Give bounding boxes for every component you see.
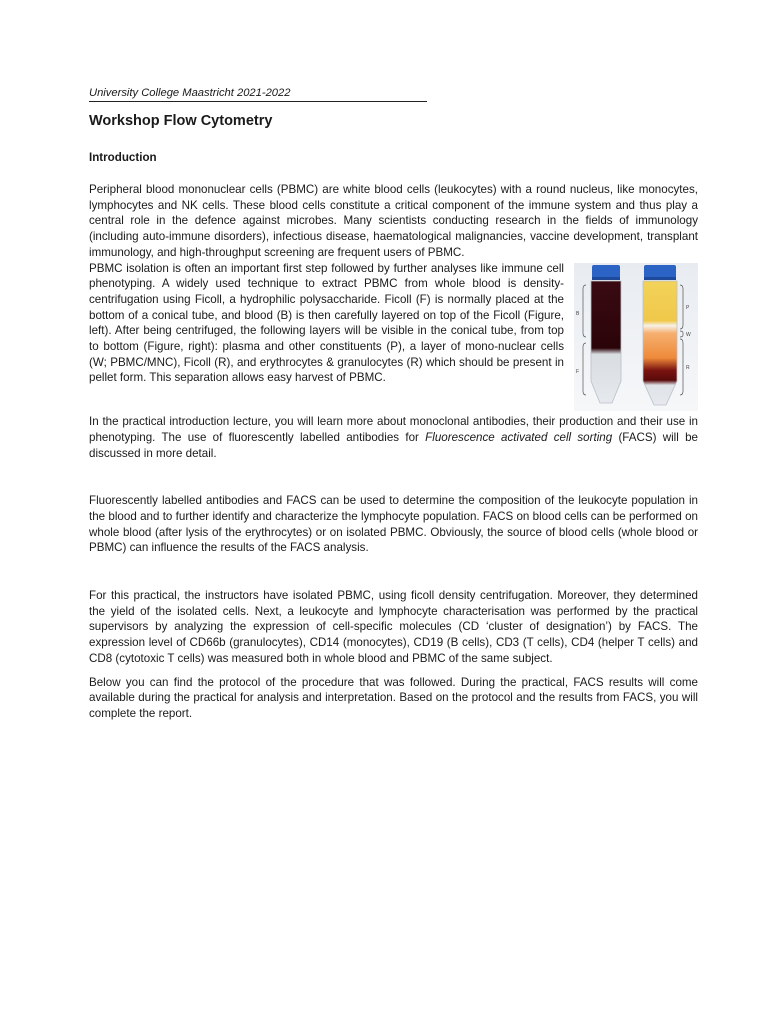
ficoll-tubes-figure <box>574 263 698 411</box>
right-tube-cap <box>644 265 676 279</box>
label-w: W <box>686 331 691 338</box>
paragraph-protocol-intro: Below you can find the protocol of the procedure that was followed. During the practical, FACS results will come available during the practical for analysis and interpretation. Based on the protocol and the results from FACS, you will complete the report. <box>89 675 698 720</box>
right-tube <box>643 281 677 405</box>
paragraph-practical-lecture: In the practical introduction lecture, you will learn more about monoclonal antibodies, their production and their use in phenotyping. The use of fluorescently labelled antibodies for Fluorescence activated cell sorting (FACS) will be discussed in more detail. <box>89 415 698 460</box>
document-page <box>89 86 698 722</box>
document-title: Workshop Flow Cytometry <box>89 113 273 129</box>
facs-term: Fluorescence activated cell sorting <box>425 430 613 444</box>
paragraph-pbmc-definition: Peripheral blood mononuclear cells (PBMC) are white blood cells (leukocytes) with a round nucleus, like monocytes, lymphocytes and NK cells. These blood cells constitute a critical component of the immune system and thus play a central role in the defence against microbes. Many scientists conducting research in the fields of immunology (including auto-immune disorders), infectious disease, haematological malignancies, vaccine development, transplant immunology, and high-throughput screening are frequent users of PBMC. <box>89 183 698 259</box>
section-heading-introduction: Introduction <box>89 151 157 164</box>
paragraph-pbmc-isolation: PBMC isolation is often an important first step followed by further analyses like immune cell phenotyping. A widely used technique to extract PBMC from whole blood is density-centrifugation using Ficoll, a hydrophilic polysaccharide. Ficoll (F) is normally placed at the bottom of a conical tube, and blood (B) is then carefully layered on top of the Ficoll (Figure, left). After being centrifuged, the following layers will be visible in the conical tube, from top to bottom (Figure, right): plasma and other constituents (P), a layer of mono-nuclear cells (W; PBMC/MNC), Ficoll (R), and erythrocytes & granulocytes (R) which should be present in pellet form. This separation allows easy harvest of PBMC. <box>89 261 564 385</box>
isolation-block <box>89 261 698 387</box>
left-tube <box>591 281 621 403</box>
left-tube-cap <box>592 265 620 279</box>
label-r: R <box>686 364 690 371</box>
label-b: B <box>576 310 580 317</box>
document-header: University College Maastricht 2021-2022 <box>89 86 427 102</box>
label-p: P <box>686 304 690 311</box>
label-f: F <box>576 368 580 375</box>
paragraph-practical-setup: For this practical, the instructors have isolated PBMC, using ficoll density centrifugation. Moreover, they determined the yield of the isolated cells. Next, a leukocyte and lymphocyte characterisation was performed by the practical supervisors by analyzing the expression of cell-specific molecules (CD ‘cluster of designation’) by FACS. The expression level of CD66b (granulocytes), CD14 (monocytes), CD19 (B cells), CD3 (T cells), CD4 (helper T cells) and CD8 (cytotoxic T cells) was measured both in whole blood and PBMC of the same subject. <box>89 589 698 665</box>
paragraph-facs-usage: Fluorescently labelled antibodies and FACS can be used to determine the composition of the leukocyte population in the blood and to further identify and characterize the lymphocyte population. FACS on blood cells can be performed on whole blood (after lysis of the erythrocytes) or on isolated PBMC. Obviously, the source of blood cells (whole blood or PBMC) can influence the results of the FACS analysis. <box>89 494 698 555</box>
